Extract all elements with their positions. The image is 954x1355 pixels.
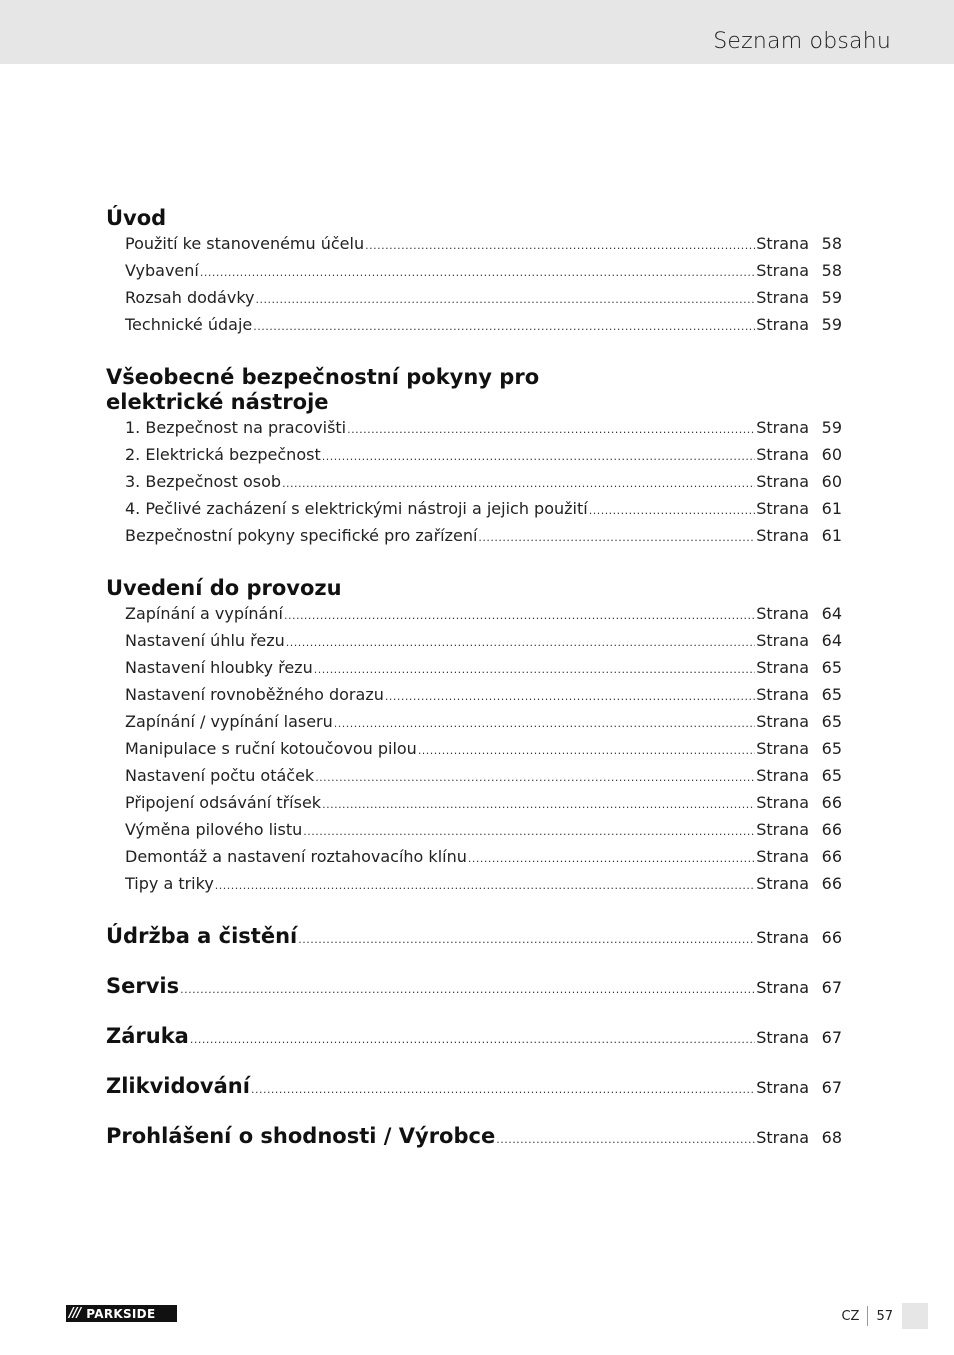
toc-entry-page-word: Strana (756, 712, 809, 731)
toc-entry[interactable] (106, 469, 842, 496)
dot-leader (286, 630, 756, 655)
dot-leader (334, 711, 755, 736)
toc-entry[interactable] (106, 601, 842, 628)
dot-leader (251, 1083, 755, 1096)
toc-entry-page-word: Strana (756, 472, 809, 491)
spacer (106, 949, 842, 974)
section-title-maintenance: Údržba a čistění (106, 924, 298, 948)
spacer (106, 339, 842, 365)
section-title-declaration: Prohlášení o shodnosti / Výrobce (106, 1124, 496, 1148)
section-title-uvod: Úvod (106, 206, 167, 230)
dot-leader (589, 498, 756, 523)
dot-leader (284, 603, 755, 628)
toc-entry-page-word: Strana (756, 418, 809, 437)
spacer (106, 898, 842, 924)
toc-entry[interactable] (106, 231, 842, 258)
toc-entry-page-number: 58 (821, 234, 842, 253)
section-title-safety-line1: Všeobecné bezpečnostní pokyny pro (106, 365, 540, 389)
toc-entry-page-number: 66 (821, 928, 842, 947)
toc-entry-page-number: 60 (821, 472, 842, 491)
toc-entry-label: Připojení odsávání třísek (125, 793, 322, 812)
toc-entry-page-number: 67 (821, 978, 842, 997)
toc-entry-page-word: Strana (756, 1078, 809, 1097)
toc-entry-label: 4. Pečlivé zacházení s elektrickými nástroji a jejich použití (125, 499, 588, 518)
toc-entry-page-word: Strana (756, 499, 809, 518)
toc-entry-page-word: Strana (756, 526, 809, 545)
toc-entry-label: Nastavení hloubky řezu (125, 658, 313, 677)
toc-entry-page-word: Strana (756, 604, 809, 623)
toc-entry-page-word: Strana (756, 847, 809, 866)
toc-entry-page-word: Strana (756, 739, 809, 758)
toc-entry-page-word: Strana (756, 820, 809, 839)
dot-leader (303, 819, 755, 844)
toc-entry-page-number: 66 (821, 847, 842, 866)
toc-entry-page-number: 58 (821, 261, 842, 280)
parkside-logo (66, 1305, 177, 1322)
toc-entry[interactable] (106, 817, 842, 844)
toc-entry[interactable] (106, 736, 842, 763)
toc-entry-page-number: 65 (821, 712, 842, 731)
toc-entry[interactable] (106, 844, 842, 871)
toc-entry[interactable] (106, 258, 842, 285)
toc-entry-label: Bezpečnostní pokyny specifické pro zařízení (125, 526, 478, 545)
toc-entry-label: Tipy a triky (125, 874, 214, 893)
toc-entry-page-word: Strana (756, 1128, 809, 1147)
dot-leader (468, 846, 755, 871)
page-tab-marker (902, 1303, 928, 1329)
toc-entry[interactable] (106, 523, 842, 550)
toc-entry-label: Použití ke stanovenému účelu (125, 234, 365, 253)
toc-entry-page-number: 66 (821, 820, 842, 839)
toc-entry-label: 3. Bezpečnost osob (125, 472, 282, 491)
dot-leader (215, 873, 755, 898)
toc-entry-page-word: Strana (756, 315, 809, 334)
toc-main-entry[interactable] (106, 1024, 842, 1049)
dot-leader (315, 765, 755, 790)
dot-leader (478, 525, 755, 550)
toc-entry-page-word: Strana (756, 234, 809, 253)
toc-entry-page-number: 64 (821, 604, 842, 623)
toc-entry-page-number: 60 (821, 445, 842, 464)
dot-leader (256, 287, 756, 312)
spacer (106, 999, 842, 1024)
dot-leader (496, 1133, 755, 1146)
toc-main-entry[interactable] (106, 924, 842, 949)
toc-entry[interactable] (106, 655, 842, 682)
toc-entry[interactable] (106, 312, 842, 339)
toc-entry-page-number: 59 (821, 315, 842, 334)
toc-entry-page-word: Strana (756, 631, 809, 650)
toc-entry-page-word: Strana (756, 793, 809, 812)
dot-leader (253, 314, 755, 339)
toc-entry[interactable] (106, 496, 842, 523)
toc-entry-label: Výměna pilového listu (125, 820, 303, 839)
toc-entry-page-number: 64 (821, 631, 842, 650)
logo-slashes: /// (69, 1306, 81, 1321)
toc-entry-page-number: 67 (821, 1028, 842, 1047)
toc-entry[interactable] (106, 628, 842, 655)
spacer (106, 550, 842, 576)
spacer (106, 1099, 842, 1124)
toc-entry[interactable] (106, 415, 842, 442)
toc-entry-page-word: Strana (756, 1028, 809, 1047)
toc-entry-page-word: Strana (756, 261, 809, 280)
toc-entry-page-word: Strana (756, 288, 809, 307)
toc-entry-page-word: Strana (756, 874, 809, 893)
toc-entry-label: 2. Elektrická bezpečnost (125, 445, 321, 464)
toc-entry-page-word: Strana (756, 928, 809, 947)
page-number: 57 (876, 1308, 893, 1324)
dot-leader (180, 983, 755, 996)
toc-entry-page-number: 67 (821, 1078, 842, 1097)
dot-leader (347, 417, 755, 442)
toc-entry[interactable] (106, 790, 842, 817)
toc-entry-page-number: 61 (821, 499, 842, 518)
header-band (0, 0, 954, 64)
toc-entry[interactable] (106, 871, 842, 898)
toc-entry-page-number: 65 (821, 739, 842, 758)
page-footer (841, 1303, 928, 1329)
toc-entry-label: Zapínání / vypínání laseru (125, 712, 333, 731)
dot-leader (322, 444, 756, 469)
toc-entry[interactable] (106, 442, 842, 469)
toc-main-entry[interactable] (106, 1124, 842, 1149)
section-title-service: Servis (106, 974, 180, 998)
toc-entry-page-word: Strana (756, 658, 809, 677)
dot-leader (385, 684, 755, 709)
toc-entry-page-number: 65 (821, 766, 842, 785)
dot-leader (190, 1033, 755, 1046)
table-of-contents (106, 206, 842, 1149)
toc-entry-label: Demontáž a nastavení roztahovacího klínu (125, 847, 467, 866)
toc-main-entry[interactable] (106, 974, 842, 999)
toc-entry-page-number: 65 (821, 658, 842, 677)
toc-entry-page-number: 66 (821, 793, 842, 812)
toc-entry[interactable] (106, 682, 842, 709)
toc-entry-label: Zapínání a vypínání (125, 604, 283, 623)
toc-entry-label: Nastavení úhlu řezu (125, 631, 285, 650)
logo-text: PARKSIDE (86, 1306, 156, 1321)
toc-entry[interactable] (106, 285, 842, 312)
section-title-disposal: Zlikvidování (106, 1074, 250, 1098)
toc-entry-page-word: Strana (756, 685, 809, 704)
toc-entry[interactable] (106, 709, 842, 736)
dot-leader (314, 657, 756, 682)
spacer (106, 1049, 842, 1074)
dot-leader (298, 933, 755, 946)
toc-entry-label: Vybavení (125, 261, 199, 280)
toc-entry-page-word: Strana (756, 766, 809, 785)
toc-entry-page-number: 59 (821, 288, 842, 307)
dot-leader (200, 260, 755, 285)
toc-entry-page-number: 61 (821, 526, 842, 545)
language-code: CZ (841, 1308, 860, 1324)
toc-entry-label: Rozsah dodávky (125, 288, 255, 307)
dot-leader (282, 471, 755, 496)
toc-entry-label: Manipulace s ruční kotoučovou pilou (125, 739, 417, 758)
toc-entry-page-number: 65 (821, 685, 842, 704)
section-title-operation: Uvedení do provozu (106, 576, 342, 600)
toc-entry-label: Nastavení počtu otáček (125, 766, 315, 785)
toc-entry-page-number: 59 (821, 418, 842, 437)
dot-leader (418, 738, 755, 763)
toc-entry-page-number: 68 (821, 1128, 842, 1147)
dot-leader (365, 233, 755, 258)
section-title-safety-line2: elektrické nástroje (106, 390, 329, 414)
toc-entry-page-word: Strana (756, 978, 809, 997)
toc-entry-label: Nastavení rovnoběžného dorazu (125, 685, 384, 704)
dot-leader (322, 792, 755, 817)
toc-entry-label: Technické údaje (125, 315, 253, 334)
toc-entry[interactable] (106, 763, 842, 790)
section-title-warranty: Záruka (106, 1024, 189, 1048)
toc-entry-label: 1. Bezpečnost na pracovišti (125, 418, 347, 437)
toc-entry-page-number: 66 (821, 874, 842, 893)
page-title: Seznam obsahu (713, 29, 891, 54)
toc-entry-page-word: Strana (756, 445, 809, 464)
toc-main-entry[interactable] (106, 1074, 842, 1099)
